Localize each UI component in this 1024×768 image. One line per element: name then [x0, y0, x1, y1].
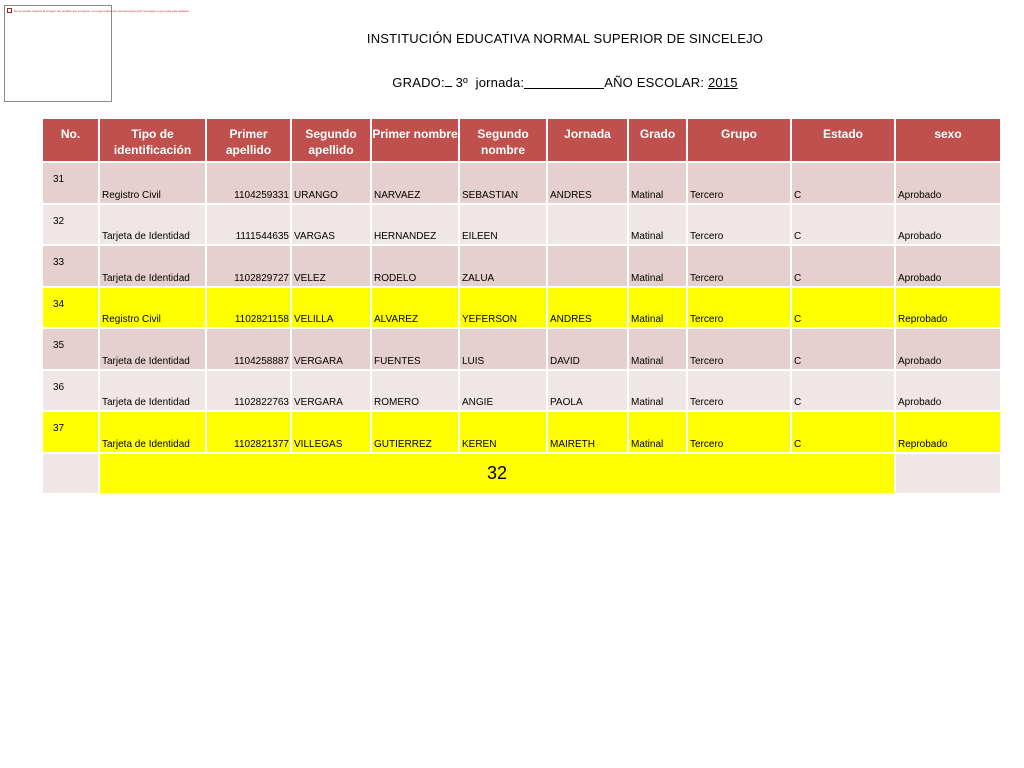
cell-segundo-nombre: ANDRES: [547, 287, 628, 329]
cell-segundo-apellido: ALVAREZ: [371, 287, 459, 329]
col-header-segundo-apellido: Segundo apellido: [291, 118, 371, 162]
cell-segundo-nombre: [547, 204, 628, 246]
table-row: [42, 204, 1001, 246]
cell-grado: Tercero: [687, 411, 791, 453]
broken-image-icon: [7, 8, 12, 13]
cell-documento: 1104258887: [206, 328, 291, 370]
cell-tipo: Tarjeta de Identidad: [99, 370, 206, 412]
cell-grupo: C: [791, 370, 895, 412]
cell-segundo-apellido: ROMERO: [371, 370, 459, 412]
cell-primer-nombre: ZALUA: [459, 245, 547, 287]
cell-tipo: Tarjeta de Identidad: [99, 328, 206, 370]
grado-blank: [445, 86, 452, 87]
total-blank-right: [895, 453, 1001, 495]
table-row: [42, 370, 1001, 412]
cell-grupo: C: [791, 162, 895, 204]
cell-segundo-apellido: GUTIERREZ: [371, 411, 459, 453]
cell-documento: 1102829727: [206, 245, 291, 287]
cell-estado: Reprobado: [895, 411, 1001, 453]
cell-segundo-nombre: [547, 245, 628, 287]
cell-primer-nombre: LUIS: [459, 328, 547, 370]
cell-primer-apellido: URANGO: [291, 162, 371, 204]
cell-segundo-nombre: DAVID: [547, 328, 628, 370]
table-row: [42, 245, 1001, 287]
table-row: [42, 287, 1001, 329]
cell-no: 32: [42, 204, 99, 246]
cell-tipo: Registro Civil: [99, 287, 206, 329]
cell-grado: Tercero: [687, 370, 791, 412]
document-subtitle: [0, 75, 1024, 90]
cell-grupo: C: [791, 287, 895, 329]
cell-grupo: C: [791, 204, 895, 246]
jornada-blank: [524, 88, 604, 89]
total-row: [42, 453, 1001, 495]
cell-grado: Tercero: [687, 204, 791, 246]
cell-jornada: Matinal: [628, 245, 687, 287]
cell-estado: Aprobado: [895, 162, 1001, 204]
table-header-row: [42, 118, 1001, 162]
broken-image: [7, 8, 189, 13]
grado-label: GRADO:: [392, 75, 445, 90]
cell-no: 33: [42, 245, 99, 287]
cell-jornada: Matinal: [628, 287, 687, 329]
cell-segundo-apellido: RODELO: [371, 245, 459, 287]
cell-estado: Aprobado: [895, 328, 1001, 370]
document-title: INSTITUCIÓN EDUCATIVA NORMAL SUPERIOR DE SINCELEJO: [366, 31, 764, 46]
cell-tipo: Tarjeta de Identidad: [99, 245, 206, 287]
cell-jornada: Matinal: [628, 411, 687, 453]
col-header-estado: Estado: [791, 118, 895, 162]
student-table: [41, 117, 1002, 495]
cell-grado: Tercero: [687, 245, 791, 287]
cell-primer-apellido: VELILLA: [291, 287, 371, 329]
cell-primer-nombre: YEFERSON: [459, 287, 547, 329]
cell-grado: Tercero: [687, 328, 791, 370]
cell-tipo: Tarjeta de Identidad: [99, 204, 206, 246]
cell-jornada: Matinal: [628, 162, 687, 204]
cell-documento: 1111544635: [206, 204, 291, 246]
cell-documento: 1102822763: [206, 370, 291, 412]
col-header-tipo: Tipo de identificación: [99, 118, 206, 162]
cell-segundo-apellido: FUENTES: [371, 328, 459, 370]
cell-grupo: C: [791, 328, 895, 370]
col-header-primer-apellido: Primer apellido: [206, 118, 291, 162]
cell-segundo-nombre: PAOLA: [547, 370, 628, 412]
cell-primer-apellido: VILLEGAS: [291, 411, 371, 453]
col-header-sexo: sexo: [895, 118, 1001, 162]
cell-no: 36: [42, 370, 99, 412]
col-header-grupo: Grupo: [687, 118, 791, 162]
col-header-segundo-nombre: Segundo nombre: [459, 118, 547, 162]
total-count: 32: [99, 453, 895, 495]
cell-no: 35: [42, 328, 99, 370]
table-row: [42, 328, 1001, 370]
cell-primer-nombre: ANGIE: [459, 370, 547, 412]
col-header-no: No.: [42, 118, 99, 162]
cell-no: 37: [42, 411, 99, 453]
cell-jornada: Matinal: [628, 328, 687, 370]
cell-tipo: Tarjeta de Identidad: [99, 411, 206, 453]
cell-primer-apellido: VERGARA: [291, 328, 371, 370]
anio-value: 2015: [707, 75, 738, 90]
cell-primer-nombre: EILEEN: [459, 204, 547, 246]
cell-estado: Aprobado: [895, 204, 1001, 246]
cell-segundo-nombre: MAIRETH: [547, 411, 628, 453]
cell-documento: 1104259331: [206, 162, 291, 204]
cell-no: 31: [42, 162, 99, 204]
cell-segundo-nombre: ANDRES: [547, 162, 628, 204]
cell-grupo: C: [791, 411, 895, 453]
cell-estado: Aprobado: [895, 245, 1001, 287]
anio-label: AÑO ESCOLAR:: [604, 75, 705, 90]
cell-no: 34: [42, 287, 99, 329]
cell-primer-apellido: VARGAS: [291, 204, 371, 246]
table-row: [42, 162, 1001, 204]
grado-value: 3º: [455, 75, 468, 90]
col-header-grado: Grado: [628, 118, 687, 162]
cell-primer-nombre: KEREN: [459, 411, 547, 453]
cell-segundo-apellido: NARVAEZ: [371, 162, 459, 204]
cell-documento: 1102821158: [206, 287, 291, 329]
col-header-primer-nombre: Primer nombre: [371, 118, 459, 162]
cell-primer-nombre: SEBASTIAN: [459, 162, 547, 204]
cell-documento: 1102821377: [206, 411, 291, 453]
cell-jornada: Matinal: [628, 370, 687, 412]
cell-estado: Reprobado: [895, 287, 1001, 329]
cell-grado: Tercero: [687, 162, 791, 204]
jornada-label: jornada:: [475, 75, 525, 90]
cell-tipo: Registro Civil: [99, 162, 206, 204]
cell-primer-apellido: VERGARA: [291, 370, 371, 412]
total-blank-left: [42, 453, 99, 495]
cell-primer-apellido: VELEZ: [291, 245, 371, 287]
col-header-jornada: Jornada: [547, 118, 628, 162]
cell-jornada: Matinal: [628, 204, 687, 246]
table-row: [42, 411, 1001, 453]
cell-grado: Tercero: [687, 287, 791, 329]
broken-image-text: No se puede mostrar la imagen. Es posible que el equipo no tenga suficiente memoria para abrir la imagen o que esta esté dañada.: [14, 8, 190, 13]
cell-grupo: C: [791, 245, 895, 287]
cell-estado: Aprobado: [895, 370, 1001, 412]
cell-segundo-apellido: HERNANDEZ: [371, 204, 459, 246]
